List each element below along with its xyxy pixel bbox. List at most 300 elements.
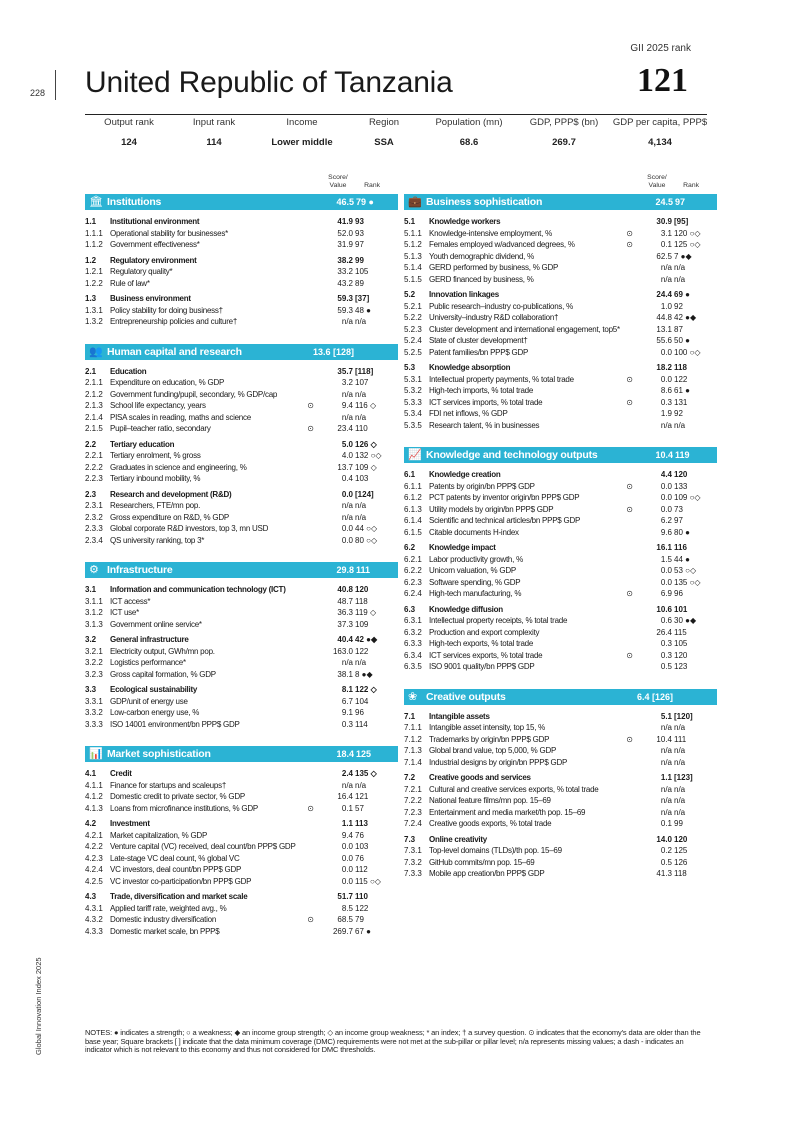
indicator-rank: 101 [674,604,688,614]
indicator-rank: 73 [674,504,683,514]
indicator-rank: 118 [355,596,368,606]
indicator-code: 6.1.1 [404,481,422,491]
notes: NOTES: ● indicates a strength; ○ a weakness; ◆ an income group strength; ◇ an income group weakness; * an index; † a survey question. ⊙ indicates that the economy's data are older than the base year; Square brackets [ ] indicate that the data minimum coverage (DMC) requirements were not met at the sub-pillar or pillar level; n/a represents missing values; a dash - indicates an indicator which is not relevant to this economy and thus not considered for DMC thresholds. [85,1028,701,1055]
indicator-rank: [95] [674,217,689,226]
indicator-value: 8.6 [660,386,672,395]
indicator-label: High-tech manufacturing, % [429,589,522,598]
indicator-code: 4.3.2 [85,915,103,924]
indicator-code: 4.1.3 [85,803,103,813]
indicator-row [85,926,398,938]
indicator-rank: 122 [355,903,369,913]
indicator-rank: 44 ● [674,554,690,564]
indicator-value: 0.1 [660,240,672,249]
info-value: SSA [374,137,394,148]
indicator-value: 3.1 [660,228,672,238]
subpillar-row [85,891,398,903]
subpillar-row [85,684,398,696]
side-label: Global Innovation Index 2025 [34,957,43,1055]
indicator-code: 6.3.3 [404,639,422,648]
indicator-label: Entrepreneurship policies and culture† [110,317,238,326]
indicator-row [404,504,717,516]
indicator-value: 33.2 [337,267,353,276]
indicator-label: VC investors, deal count/bn PPP$ GDP [110,865,242,874]
indicator-row [404,565,717,577]
info-value: Lower middle [271,137,333,148]
indicator-value: 23.4 [337,424,353,433]
indicator-label: Pupil–teacher ratio, secondary [110,424,211,433]
indicator-rank: n/a [674,757,686,767]
indicator-code: 5.1 [404,217,416,226]
indicator-code: 4.1.1 [85,780,103,790]
indicator-code: 5.3.2 [404,386,422,395]
indicator-label: Researchers, FTE/mn pop. [110,501,201,510]
indicator-code: 4.1.2 [85,792,103,801]
indicator-rank: n/a [355,780,367,790]
indicator-rank: 109 [355,619,369,629]
indicator-rank: 120 [674,834,688,844]
indicator-label: Knowledge impact [429,543,496,552]
indicator-label: PCT patents by inventor origin/bn PPP$ GDP [429,493,580,502]
indicator-code: 3.2 [85,635,97,644]
indicator-value: 0.0 [660,347,672,357]
indicator-rank: 79 [355,915,364,924]
indicator-code: 4.3.1 [85,903,103,913]
indicator-row [85,853,398,865]
indicator-label: GERD performed by business, % GDP [429,263,559,272]
indicator-rank: 122 [674,374,688,384]
older-data-icon: ⊙ [626,228,633,238]
indicator-code: 4.1 [85,769,97,778]
indicator-value: n/a [660,274,672,284]
indicator-rank: 99 [674,819,683,828]
indicator-label: Creative goods exports, % total trade [429,819,552,828]
indicator-value: 1.1 [660,773,672,782]
subpillar-row [404,469,717,481]
subpillar-row [85,489,398,501]
indicator-row [404,374,717,386]
indicator-row [404,274,717,286]
indicator-value: 4.4 [660,470,672,479]
indicator-row [85,791,398,803]
indicator-value: 269.7 [332,926,353,936]
indicator-value: 1.9 [660,409,672,418]
indicator-rank: 61 ● [674,386,690,395]
indicator-rank: 80 ○◇ [355,535,378,545]
indicator-value: 68.5 [337,915,353,924]
indicator-code: 2.3.2 [85,512,103,522]
older-data-icon: ⊙ [626,374,633,384]
indicator-value: 1.0 [660,301,672,311]
indicator-row [404,784,717,796]
indicator-code: 6.1.2 [404,493,422,502]
subpillar-row [85,818,398,830]
indicator-label: Government effectiveness* [110,240,200,249]
indicator-label: State of cluster development† [429,336,528,345]
indicator-rank: 97 [674,516,683,525]
indicator-code: 7.1.3 [404,746,422,755]
older-data-icon: ⊙ [307,401,314,410]
indicator-code: 1.3.2 [85,317,103,326]
indicator-code: 6.1.3 [404,504,422,514]
indicator-value: 1.5 [660,554,672,564]
pillar-rank: 119 [675,450,690,460]
indicator-value: 0.0 [660,493,672,502]
indicator-value: 41.9 [337,217,353,226]
indicator-row [404,347,717,359]
indicator-label: Finance for startups and scaleups† [110,780,227,790]
indicator-label: Online creativity [429,834,487,844]
indicator-value: 62.5 [656,251,672,261]
indicator-label: ICT access* [110,596,151,606]
indicator-rank: n/a [674,420,686,430]
older-data-icon: ⊙ [307,915,314,924]
indicator-row [404,722,717,734]
indicator-value: 0.1 [660,819,672,828]
indicator-value: 0.0 [341,853,353,863]
indicator-row [85,377,398,389]
indicator-rank: n/a [674,274,686,284]
indicator-code: 2.3.4 [85,535,103,545]
indicator-rank: 67 ● [355,926,371,936]
indicator-label: Government funding/pupil, secondary, % GDP/cap [110,389,278,399]
subpillar-row [404,772,717,784]
indicator-row [404,588,717,600]
indicator-value: 16.4 [337,792,353,801]
indicator-value: 0.0 [660,374,672,384]
indicator-row [404,239,717,251]
indicator-label: Research and development (R&D) [110,489,232,499]
indicator-rank: 103 [355,474,369,483]
pillar-header [404,447,717,463]
indicator-value: 0.3 [660,397,672,407]
indicator-code: 6.3.5 [404,662,422,671]
indicator-value: 0.0 [341,489,353,499]
older-data-icon: ⊙ [626,240,633,249]
info-header: Region [368,117,400,128]
indicator-code: 6.3.4 [404,650,422,660]
pillar-name: Institutions [107,196,162,208]
indicator-value: n/a [660,746,672,755]
indicator-rank: 87 [674,324,683,334]
left-column [85,174,398,937]
indicator-code: 3.1.3 [85,619,103,629]
indicator-code: 3.3.3 [85,719,103,729]
indicator-code: 5.3.1 [404,374,422,384]
indicator-value: 16.1 [656,543,672,552]
indicator-rank: 104 [355,696,369,706]
indicator-label: Graduates in science and engineering, % [110,462,247,472]
rank-header: Rank [364,182,380,189]
indicator-label: Mobile app creation/bn PPP$ GDP [429,869,545,878]
indicator-code: 3.1.1 [85,596,103,606]
indicator-label: Regulatory environment [110,255,197,265]
indicator-label: Gross expenditure on R&D, % GDP [110,512,229,522]
indicator-code: 2.2 [85,439,97,449]
indicator-value: 52.0 [337,228,353,238]
indicator-row [404,757,717,769]
indicator-label: High-tech imports, % total trade [429,386,534,395]
indicator-label: Ecological sustainability [110,685,198,694]
indicator-code: 1.1 [85,217,97,226]
indicator-value: 0.0 [660,577,672,587]
indicator-rank: n/a [355,658,367,667]
indicator-label: Gross capital formation, % GDP [110,669,216,679]
indicator-code: 1.3.1 [85,305,103,315]
indicator-row [85,239,398,251]
pillar-header [85,562,398,578]
indicator-rank: 48 ● [355,305,371,315]
subpillar-row [404,542,717,554]
indicator-label: Rule of law* [110,278,150,288]
indicator-rank: 109 ○◇ [674,493,701,502]
indicator-label: Knowledge-intensive employment, % [429,228,552,238]
indicator-row [85,228,398,240]
indicator-row [85,500,398,512]
indicator-value: 0.2 [660,846,672,855]
indicator-rank: 121 [355,792,369,801]
indicator-value: n/a [660,757,672,767]
indicator-label: Utility models by origin/bn PPP$ GDP [429,504,554,514]
indicator-value: 10.4 [656,734,672,744]
info-header: GDP, PPP$ (bn) [529,117,599,128]
indicator-code: 2.3.1 [85,501,103,510]
indicator-value: 4.0 [341,451,353,460]
indicator-rank: 132 ○◇ [355,451,382,460]
indicator-label: High-tech exports, % total trade [429,639,534,648]
indicator-row [85,914,398,926]
indicator-value: n/a [341,512,353,522]
indicator-row [404,818,717,830]
indicator-label: Knowledge workers [429,217,501,226]
pillar-name: Creative outputs [426,690,506,703]
indicator-rank: 119 ◇ [355,608,377,617]
indicator-code: 7.1.4 [404,757,422,767]
indicator-row [85,657,398,669]
info-value: 4,134 [648,137,672,148]
indicator-label: Logistics performance* [110,658,186,667]
indicator-row [404,335,717,347]
indicator-row [404,527,717,539]
indicator-label: Scientific and technical articles/bn PPP$ GDP [429,516,581,525]
indicator-row [404,661,717,673]
indicator-label: Intellectual property payments, % total trade [429,374,574,384]
indicator-row [85,400,398,412]
indicator-label: Cluster development and international engagement, top5* [429,324,620,334]
indicator-label: ICT services imports, % total trade [429,397,543,407]
indicator-value: 0.0 [341,524,353,533]
older-data-icon: ⊙ [626,650,633,660]
indicator-value: 6.9 [660,589,672,598]
indicator-code: 7.1.2 [404,734,422,744]
older-data-icon: ⊙ [626,397,633,407]
indicator-value: 9.1 [341,708,353,717]
indicator-value: 8.5 [341,903,353,913]
indicator-value: 0.0 [660,504,672,514]
pillar-name: Market sophistication [107,748,211,760]
column-header [404,174,717,191]
gii-rank-label: GII 2025 rank [630,43,691,54]
indicator-label: Tertiary education [110,439,175,449]
indicator-rank: 109 ◇ [355,462,377,472]
indicator-code: 3.2.1 [85,646,103,656]
indicator-code: 6.1.5 [404,527,422,537]
info-header: Population (mn) [435,117,503,128]
indicator-rank: 135 ◇ [355,769,377,778]
indicator-code: 2.1.4 [85,412,103,422]
indicator-rank: 69 ● [674,290,690,299]
indicator-value: n/a [660,796,672,805]
indicator-value: n/a [341,317,353,326]
indicator-label: Cultural and creative services exports, % total trade [429,784,599,794]
indicator-rank: n/a [355,512,367,522]
indicator-code: 5.2 [404,290,416,299]
info-header: Output rank [104,117,154,128]
indicator-row [404,262,717,274]
indicator-code: 7.2.3 [404,807,422,817]
indicator-row [404,312,717,324]
indicator-row [404,845,717,857]
indicator-label: Patents by origin/bn PPP$ GDP [429,481,535,491]
indicator-code: 5.1.1 [404,228,422,238]
indicator-value: n/a [660,807,672,817]
indicator-label: Information and communication technology (ICT) [110,585,286,594]
indicator-code: 4.2.3 [85,853,103,863]
indicator-value: 0.3 [660,650,672,660]
indicator-code: 4.3.3 [85,926,103,936]
indicator-rank: 93 [355,228,364,238]
indicator-label: Domestic market scale, bn PPP$ [110,926,220,936]
indicator-value: 44.8 [656,313,672,322]
indicator-row [404,481,717,493]
indicator-rank: 125 ○◇ [674,240,701,249]
indicator-row [85,412,398,424]
indicator-row [404,492,717,504]
indicator-row [404,408,717,420]
indicator-value: 0.5 [660,857,672,867]
indicator-row [404,324,717,336]
indicator-code: 5.3.5 [404,420,422,430]
indicator-label: Global brand value, top 5,000, % GDP [429,746,557,755]
pillar-score: 18.4 [336,749,354,759]
gii-rank-value: 121 [637,62,688,99]
indicator-code: 1.2.2 [85,278,103,288]
indicator-code: 5.1.5 [404,274,422,284]
indicator-code: 4.2.5 [85,876,103,886]
pillar-rank: 97 [675,197,686,207]
indicator-code: 5.2.4 [404,336,422,345]
indicator-row [85,316,398,328]
indicator-label: ICT services exports, % total trade [429,650,543,660]
indicator-rank: 96 [674,589,683,598]
indicator-rank: 120 ○◇ [674,228,701,238]
indicator-row [85,607,398,619]
indicator-rank: 103 [355,842,369,851]
indicator-rank: 30 ●◆ [674,616,697,625]
indicator-code: 5.2.5 [404,347,422,357]
indicator-value: 41.3 [656,869,672,878]
indicator-label: University–industry R&D collaboration† [429,313,559,322]
indicator-row [85,707,398,719]
indicator-row [404,638,717,650]
right-column [404,174,717,880]
indicator-row [404,745,717,757]
indicator-label: Domestic credit to private sector, % GDP [110,792,245,801]
indicator-label: Low-carbon energy use, % [110,708,200,717]
indicator-value: 9.4 [341,830,353,840]
indicator-value: n/a [341,501,353,510]
indicator-rank: 120 [674,650,688,660]
indicator-code: 5.1.2 [404,240,422,249]
indicator-value: 9.6 [660,527,672,537]
page-number: 228 [30,88,46,98]
indicator-label: Domestic industry diversification [110,915,217,924]
indicator-row [85,696,398,708]
subpillar-row [404,289,717,301]
indicator-row [85,780,398,792]
indicator-code: 5.3.4 [404,409,422,418]
pillar-name: Infrastructure [107,564,173,576]
pillar-header [85,746,398,762]
indicator-value: n/a [341,658,353,667]
institutions-icon: 🏛 [89,196,103,208]
indicator-rank: 76 [355,830,364,840]
indicator-row [85,305,398,317]
indicator-label: Tertiary inbound mobility, % [110,474,201,483]
older-data-icon: ⊙ [307,424,314,433]
indicator-value: 43.2 [337,278,353,288]
indicator-rank: 116 [674,543,687,552]
indicator-label: Software spending, % GDP [429,577,521,587]
indicator-value: 6.2 [660,516,672,525]
indicator-rank: n/a [674,263,686,272]
indicator-code: 3.1 [85,585,97,594]
indicator-code: 5.1.3 [404,251,422,261]
indicator-value: 5.0 [341,439,353,449]
indicator-row [85,535,398,547]
indicator-rank: 111 [674,734,687,744]
info-value: 68.6 [459,137,479,148]
indicator-rank: n/a [674,723,686,732]
indicator-row [404,650,717,662]
indicator-code: 3.1.2 [85,608,103,617]
indicator-code: 6.1.4 [404,516,422,525]
indicator-code: 7.2 [404,773,416,782]
indicator-value: 3.2 [341,378,353,387]
indicator-rank: 126 ◇ [355,439,377,449]
indicator-label: Government online service* [110,619,202,629]
indicator-rank: 93 [355,217,364,226]
indicator-code: 5.3 [404,363,416,372]
indicator-label: Institutional environment [110,217,200,226]
indicator-label: Entertainment and media market/th pop. 15–69 [429,807,586,817]
indicator-value: 38.2 [337,255,353,265]
indicator-label: Females employed w/advanced degrees, % [429,240,575,249]
indicator-code: 2.1.5 [85,424,103,433]
indicator-rank: 133 [674,481,688,491]
indicator-value: 8.1 [341,685,353,694]
indicator-label: QS university ranking, top 3* [110,535,205,545]
header-divider [55,70,56,100]
indicator-value: 38.1 [337,669,353,679]
pillar-name: Human capital and research [107,345,242,358]
subpillar-row [85,634,398,646]
subpillar-row [404,711,717,723]
indicator-value: n/a [660,784,672,794]
indicator-value: 0.6 [660,616,672,625]
pillar-rank: 111 [356,565,371,575]
indicator-row [404,795,717,807]
indicator-value: 18.2 [656,363,672,372]
